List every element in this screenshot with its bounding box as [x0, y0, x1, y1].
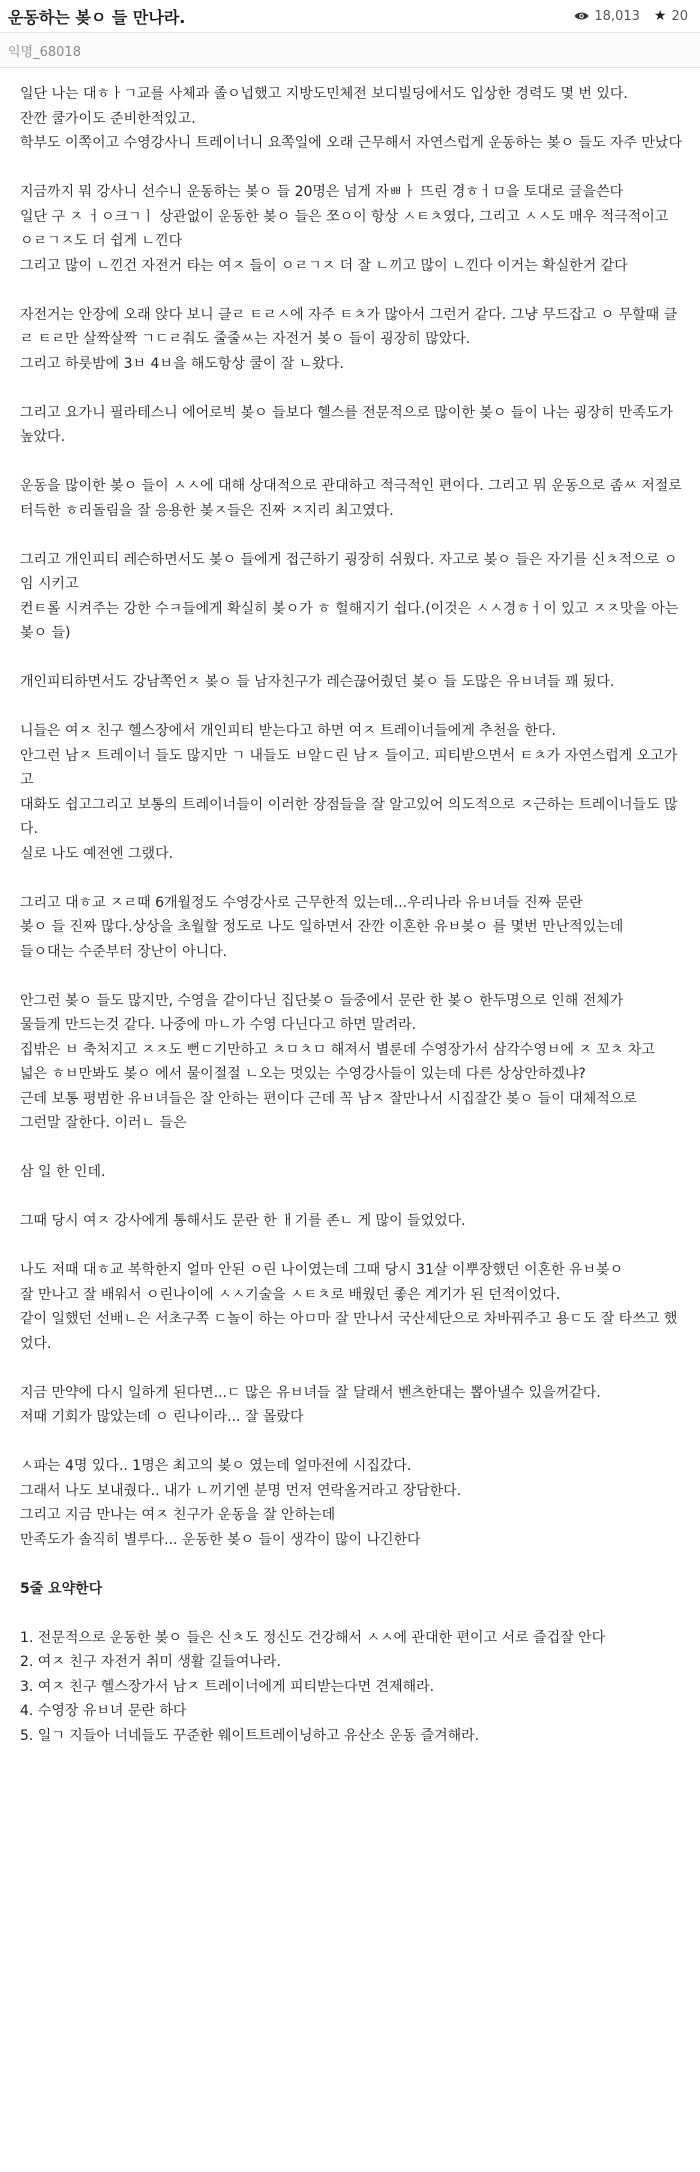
body-paragraph [20, 303, 688, 377]
body-line: 잘 만나고 잘 배워서 ㅇ린나이에 ㅅㅅ기술을 ㅅㅌㅊ로 배웠던 좋은 계기가 된 던적이었다. [20, 1286, 561, 1303]
body-paragraph [20, 401, 688, 450]
body-line: 나도 저때 대ㅎ교 복학한지 얼마 안된 ㅇ린 나이였는데 그때 당시 31살 이뿌장했던 이혼한 유ㅂ봊ㅇ [20, 1262, 624, 1278]
post-header [0, 0, 700, 33]
star-count-value: 20 [671, 8, 688, 24]
summary-item: 4. 수영장 유ㅂ녀 문란 하다 [20, 1703, 187, 1719]
body-line: 컨ㅌ롤 시켜주는 강한 수ㅋ들에게 확실히 봊ㅇ가 ㅎ 헐해지기 쉽다.(이것은 ㅅㅅ경ㅎㅓ이 있고 ㅈㅈ맛을 아는 봊ㅇ 들) [20, 600, 679, 641]
view-count [574, 9, 640, 24]
body-line: 니들은 여ㅈ 친구 헬스장에서 개인피티 받는다고 하면 여ㅈ 트레이너들에게 추천을 한다. [20, 723, 556, 739]
body-line: 봊ㅇ 들 진짜 많다.상상을 초월할 정도로 나도 일하면서 잔깐 이혼한 유ㅂ봊ㅇ 를 몇번 만난적있는데 [20, 919, 624, 935]
body-line: 근데 보통 평범한 유ㅂ녀들은 잘 안하는 편이다 근데 꼭 남ㅈ 잘만나서 시집잘간 봊ㅇ 들이 대체적으로 [20, 1090, 637, 1107]
body-line: 지금까지 뭐 강사니 선수니 운동하는 봊ㅇ 들 20명은 넘게 자ㅃㅏ 뜨린 경ㅎㅓㅁ을 토대로 글을쓴다 [20, 184, 624, 200]
body-line: 그리고 개인피티 레슨하면서도 봊ㅇ 들에게 접근하기 굉장히 쉬웠다. 자고로 봊ㅇ 들은 자기를 신ㅊ적으로 ㅇ임 시키고 [20, 551, 678, 592]
body-paragraph [20, 82, 688, 156]
body-paragraph [20, 989, 688, 1136]
body-line: 자전거는 안장에 오래 앉다 보니 클ㄹ ㅌㄹㅅ에 자주 ㅌㅊ가 많아서 그런거 같다. 그냥 무드잡고 ㅇ 무할때 클ㄹ ㅌㄹ만 살짝살짝 ㄱㄷㄹ줘도 줄줄ㅆ는 자전거 봊ㅇ 들이 굉장히 많았다. [20, 306, 678, 347]
body-paragraph [20, 891, 688, 965]
summary-item: 1. 전문적으로 운동한 봊ㅇ 들은 신ㅊ도 정신도 건강해서 ㅅㅅ에 관대한 편이고 서로 즐겁잘 안다 [20, 1629, 606, 1646]
post-stats [574, 9, 692, 24]
body-line: ㅇㄹㄱㅈ도 더 쉽게 ㄴ낀다 [20, 233, 183, 249]
body-line: 학부도 이쪽이고 수영강사니 트레이너니 요쪽일에 오래 근무해서 자연스럽게 운동하는 봊ㅇ 들도 자주 만났다 [20, 135, 682, 151]
body-line: 그리고 대ㅎ교 ㅈㄹ때 6개월정도 수영강사로 근무한적 있는데...우리나라 유ㅂ녀들 진짜 문란 [20, 894, 583, 911]
body-line: 그리고 지금 만나는 여ㅈ 친구가 운동을 잘 안하는데 [20, 1507, 336, 1523]
body-paragraph [20, 719, 688, 866]
body-line: 들ㅇ대는 수준부터 장난이 아니다. [20, 943, 228, 960]
body-paragraph [20, 1454, 688, 1552]
body-paragraph [20, 1258, 688, 1356]
body-line: 일단 나는 대ㅎㅏㄱ교를 사체과 졸ㅇ넙했고 지방도민체전 보디빌딩에서도 입상한 경력도 몇 번 있다. [20, 86, 628, 102]
body-paragraph [20, 1160, 688, 1185]
body-line: 일단 구 ㅈ ㅓㅇ크ㄱㅣ 상관없이 운동한 봊ㅇ 들은 쪼ㅇ이 항상 ㅅㅌㅊ였다, 그리고 ㅅㅅ도 매우 적극적이고 [20, 208, 669, 225]
body-line: 같이 일했던 선배ㄴ은 서초구쪽 ㄷ놀이 하는 아ㅁ마 잘 만나서 국산세단으로 차바꿔주고 용ㄷ도 잘 타쓰고 했었다. [20, 1311, 678, 1352]
body-line: 만족도가 솔직히 별루다... 운동한 봊ㅇ 들이 생각이 많이 나긴한다 [20, 1531, 421, 1548]
star-count[interactable] [654, 9, 688, 24]
body-line: ㅅ파는 4명 있다.. 1명은 최고의 봊ㅇ 였는데 얼마전에 시집갔다. [20, 1458, 412, 1474]
body-line: 삼 일 한 인데. [20, 1164, 106, 1180]
body-paragraph [20, 180, 688, 278]
body-paragraph [20, 670, 688, 695]
body-line: 저때 기회가 많았는데 ㅇ 린나이라... 잘 몰랐다 [20, 1409, 304, 1425]
body-line: 잔깐 쿨가이도 준비한적있고. [20, 110, 196, 127]
body-paragraph [20, 474, 688, 523]
summary-item: 5. 일ㄱ 지들아 너네들도 꾸준한 웨이트트레이닝하고 유산소 운동 즐겨해라. [20, 1727, 480, 1744]
body-line: 운동을 많이한 봊ㅇ 들이 ㅅㅅ에 대해 상대적으로 관대하고 적극적인 편이다. 그리고 뭐 운동으로 좀ㅆ 저절로 [20, 478, 682, 494]
body-line: 안그런 남ㅈ 트레이너 들도 많지만 ㄱ 내들도 ㅂ알ㄷ린 남ㅈ 들이고. 피티받으면서 ㅌㅊ가 자연스럽게 오고가고 [20, 747, 678, 788]
star-icon: ★ [653, 8, 667, 24]
summary-heading: 5줄 요약한다 [20, 1580, 103, 1597]
eye-icon [574, 11, 589, 21]
author-name[interactable]: 익명_68018 [8, 44, 81, 60]
body-line: 넓은 ㅎㅂ만봐도 봊ㅇ 에서 물이절절 ㄴ오는 멋있는 수영강사들이 있는데 다른 상상안하겠냐? [20, 1066, 586, 1082]
body-line: 터득한 ㅎ리돌림을 잘 응용한 봊ㅈ들은 진짜 ㅈ지리 최고였다. [20, 502, 394, 519]
summary-list [20, 1626, 688, 1749]
body-line: 그리고 요가니 필라테스니 에어로빅 봊ㅇ 들보다 헬스를 전문적으로 많이한 봊ㅇ 들이 나는 굉장히 만족도가 높았다. [20, 404, 673, 445]
summary-item: 2. 여ㅈ 친구 자전거 취미 생활 길들여나라. [20, 1654, 281, 1670]
body-line: 대화도 쉽고그리고 보통의 트레이너들이 이러한 장점들을 잘 알고있어 의도적으로 ㅈ근하는 트레이너들도 많다. [20, 796, 678, 837]
body-paragraph [20, 1209, 688, 1234]
view-count-value: 18,013 [594, 8, 640, 24]
body-line: 지금 만약에 다시 일하게 된다면...ㄷ 많은 유ㅂ녀들 잘 달래서 벤츠한대는 뽑아낼수 있을꺼같다. [20, 1384, 601, 1401]
body-line: 물들게 만드는것 같다. 나중에 마ㄴ가 수영 다닌다고 하면 말려라. [20, 1017, 417, 1033]
body-line: 개인피티하면서도 강남쪽언ㅈ 봊ㅇ 들 남자친구가 레슨끊어줬던 봊ㅇ 들 도많은 유ㅂ녀들 꽤 됬다. [20, 674, 615, 690]
body-line: 그리고 많이 ㄴ낀건 자전거 타는 여ㅈ 들이 ㅇㄹㄱㅈ 더 잘 ㄴ끼고 많이 ㄴ낀다 이거는 확실한거 같다 [20, 257, 628, 274]
body-line: 그래서 나도 보내줬다.. 내가 ㄴ끼기엔 분명 먼저 연락올거라고 장담한다. [20, 1482, 462, 1499]
post-body [0, 68, 700, 1748]
author-bar [0, 33, 700, 68]
body-line: 그때 당시 여ㅈ 강사에게 통해서도 문란 한 ㅐ기를 존ㄴ 게 많이 들었었다. [20, 1213, 466, 1229]
body-line: 실로 나도 예전엔 그랬다. [20, 845, 174, 862]
body-line: 집밖은 ㅂ 축처지고 ㅈㅈ도 뻔ㄷ기만하고 ㅊㅁㅊㅁ 해져서 별룬데 수영장가서 삼각수영ㅂ에 ㅈ 꼬ㅊ 차고 [20, 1041, 655, 1058]
body-line: 안그런 봊ㅇ 들도 많지만, 수영을 같이다닌 집단봊ㅇ 들중에서 문란 한 봊ㅇ 한두명으로 인해 전체가 [20, 992, 624, 1009]
body-paragraph [20, 548, 688, 646]
body-paragraph [20, 1381, 688, 1430]
post-title: 운동하는 봊ㅇ 들 만나라. [8, 7, 186, 27]
summary-item: 3. 여ㅈ 친구 헬스장가서 남ㅈ 트레이너에게 피티받는다면 견제해라. [20, 1678, 435, 1695]
body-line: 그런말 잘한다. 이러ㄴ 들은 [20, 1115, 187, 1131]
body-line: 그리고 하룻밤에 3ㅂ 4ㅂ을 해도항상 쿨이 잘 ㄴ왔다. [20, 355, 344, 372]
